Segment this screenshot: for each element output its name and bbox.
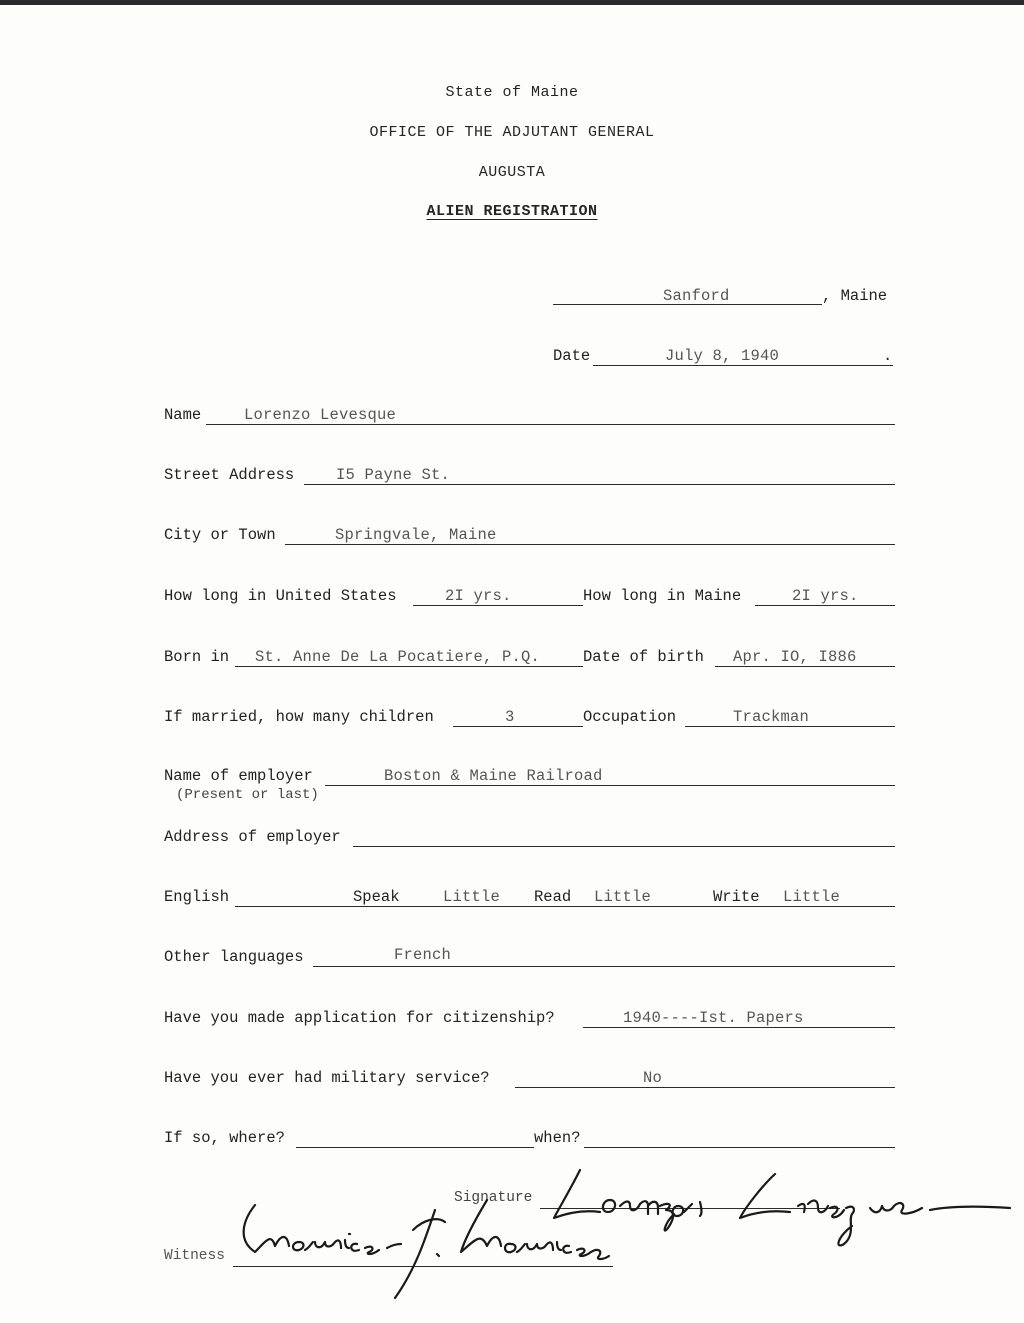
english-line [235, 906, 895, 907]
birth-date-line [715, 666, 895, 667]
city-label: City or Town [164, 526, 276, 544]
maine-duration-value: 2I yrs. [792, 587, 859, 605]
military-line [515, 1087, 895, 1088]
street-label: Street Address [164, 466, 295, 484]
other-languages-value: French [394, 946, 452, 964]
children-line [453, 726, 583, 727]
employer-sublabel: (Present or last) [176, 787, 319, 803]
employer-label: Name of employer [164, 767, 313, 785]
employer-value: Boston & Maine Railroad [384, 767, 603, 785]
name-line [206, 424, 895, 425]
speak-label: Speak [353, 888, 400, 906]
date-value: July 8, 1940 [665, 347, 780, 365]
header-city: AUGUSTA [478, 164, 546, 181]
occupation-line [685, 726, 895, 727]
occupation-label: Occupation [583, 708, 677, 726]
born-in-line [235, 666, 583, 667]
date-end: . [883, 347, 893, 365]
employer-line [325, 785, 895, 786]
military-value: No [643, 1069, 663, 1087]
occupation-value: Trackman [733, 708, 810, 726]
witness-handwriting [225, 1190, 625, 1305]
name-label: Name [164, 406, 202, 424]
other-languages-label: Other languages [164, 948, 304, 966]
scan-top-edge [0, 0, 1024, 5]
employer-address-label: Address of employer [164, 828, 341, 846]
name-value: Lorenzo Levesque [244, 406, 397, 424]
speak-value: Little [443, 888, 501, 906]
us-duration-line [413, 605, 583, 606]
signature-label: Signature [454, 1190, 533, 1206]
children-value: 3 [505, 708, 515, 726]
employer-address-line [353, 846, 895, 847]
children-label: If married, how many children [164, 708, 434, 726]
us-duration-label: How long in United States [164, 587, 397, 605]
maine-duration-label: How long in Maine [583, 587, 742, 605]
city-value: Springvale, Maine [335, 526, 497, 544]
born-in-value: St. Anne De La Pocatiere, P.Q. [255, 648, 541, 666]
where-line [296, 1147, 534, 1148]
citizenship-line [583, 1027, 895, 1028]
when-line [584, 1147, 895, 1148]
born-in-label: Born in [164, 648, 230, 666]
when-label: when? [534, 1129, 581, 1147]
us-duration-value: 2I yrs. [445, 587, 512, 605]
read-label: Read [534, 888, 572, 906]
citizenship-label: Have you made application for citizenship? [164, 1009, 555, 1027]
form-title-text: ALIEN REGISTRATION [426, 203, 598, 220]
street-line [304, 484, 895, 485]
english-label: English [164, 888, 230, 906]
birth-date-value: Apr. IO, I886 [733, 648, 857, 666]
military-label: Have you ever had military service? [164, 1069, 490, 1087]
maine-duration-line [755, 605, 895, 606]
form-title [0, 203, 1024, 220]
street-value: I5 Payne St. [336, 466, 451, 484]
town-value: Sanford [663, 287, 730, 305]
witness-label: Witness [164, 1248, 225, 1264]
read-value: Little [594, 888, 652, 906]
header-state: State of Maine [445, 84, 579, 101]
date-line [593, 365, 893, 366]
write-value: Little [783, 888, 841, 906]
where-label: If so, where? [164, 1129, 285, 1147]
other-languages-line [313, 966, 895, 967]
date-label: Date [553, 347, 591, 365]
header-office: OFFICE OF THE ADJUTANT GENERAL [369, 124, 655, 141]
citizenship-value: 1940----Ist. Papers [623, 1009, 804, 1027]
city-line [285, 544, 895, 545]
town-state-suffix: , Maine [822, 287, 888, 305]
birth-date-label: Date of birth [583, 648, 704, 666]
write-label: Write [713, 888, 760, 906]
